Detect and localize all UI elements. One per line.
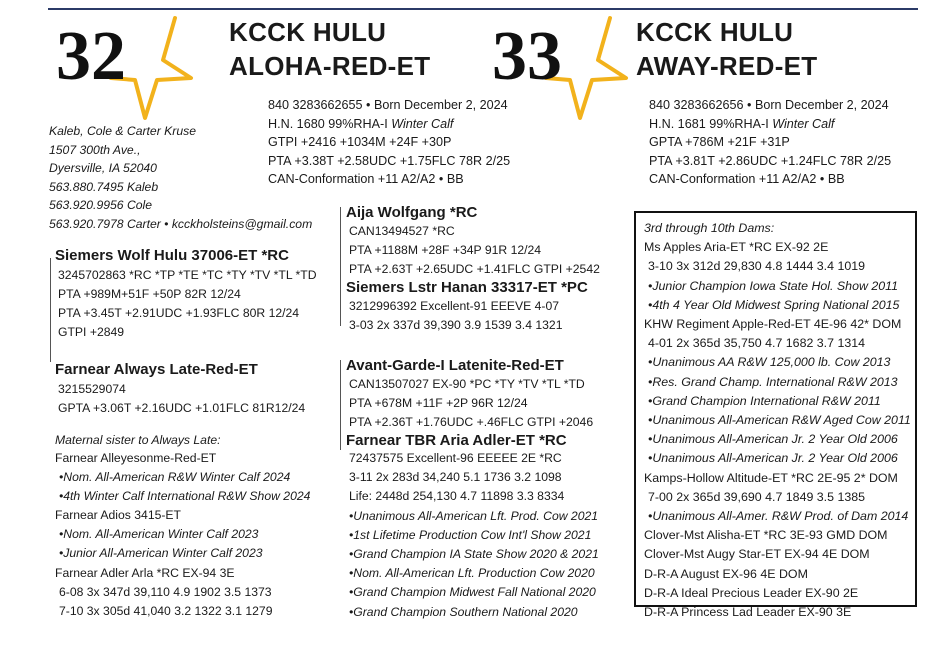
genomic-line: PTA +3.81T +2.86UDC +1.24FLC 78R 2/25 bbox=[649, 153, 892, 168]
dam2-details: 3212996392 Excellent-91 EEEVE 4-07 3-03 2x 337d 39,390 3.9 1539 3.4 1321 bbox=[349, 299, 563, 332]
animal-name-line2: AWAY-RED-ET bbox=[636, 51, 818, 81]
hn-line: H.N. 1681 99%RHA-I Winter Calf bbox=[649, 116, 835, 131]
genomic-line: GTPI +2416 +1034M +24F +30P bbox=[268, 135, 452, 150]
hn-line: H.N. 1680 99%RHA-I Winter Calf bbox=[268, 116, 454, 131]
genomic-line: CAN-Conformation +11 A2/A2 • BB bbox=[649, 172, 845, 187]
maternal-line: Farnear Adler Arla *RC EX-94 3E bbox=[55, 565, 235, 580]
consignor-line: Kaleb, Cole & Carter Kruse bbox=[49, 124, 196, 138]
dams-box-content: 3rd through 10th Dams: Ms Apples Aria-ET *RC EX-92 2E 3-10 3x 312d 29,830 4.8 1444 3.4 1019 •Junior Champion Iowa State Hol. Show 2011 •4th 4 Year Old Midwest Spring National 2015 KHW Regiment Apple-Red-ET 4E-96 42* DOM 4-01 2x 365d 35,750 4.7 1682 3.7 1314 •Unanimous AA R&W 125,000 lb. Cow 2013 •Res. Grand Champ. International R&W 2013 •Grand Champion International R&W 2011 •Unanimous All-American R&W Aged Cow 2011 •Unanimous All-American Jr. 2 Year Old 2006 •Unanimous All-American Jr. 2 Year Old 2006 Kamps-Hollow Altitude-ET *RC 2E-95 2* DOM 7-00 2x 365d 39,690 4.7 1849 3.5 1385 •Unanimous All-Amer. R&W Prod. of Dam 2014 Clover-Mst Alisha-ET *RC 3E-93 GMD DOM Clover-Mst Augy Star-ET EX-94 4E DOM D-R-A August EX-96 4E DOM D-R-A Ideal Precious Leader EX-90 2E D-R-A Princess Lad Leader EX-90 3E bbox=[644, 221, 911, 620]
id-line: 840 3283662656 • Born December 2, 2024 bbox=[649, 98, 889, 112]
lot-number: 32 bbox=[56, 18, 126, 95]
pedigree-bracket bbox=[340, 360, 341, 450]
genomic-block bbox=[649, 96, 891, 189]
maternal-line: Farnear Alleyesonme-Red-ET bbox=[55, 451, 217, 465]
consignor-line: 563.920.9956 Cole bbox=[49, 198, 153, 213]
animal-name-line2: ALOHA-RED-ET bbox=[229, 51, 431, 81]
sire-details: CAN13507027 EX-90 *PC *TY *TV *TL *TD PTA +678M +11F +2P 96R 12/24 PTA +2.36T +1.76UDC +.46FLC GTPI +2046 bbox=[349, 377, 594, 429]
genomic-block bbox=[268, 96, 510, 189]
maternal-line: •Junior All-American Winter Calf 2023 bbox=[59, 546, 263, 561]
consignor-line: 563.920.7978 Carter • kcckholsteins@gmail.com bbox=[49, 216, 313, 231]
top-rule bbox=[48, 8, 918, 10]
consignor-line: 1507 300th Ave., bbox=[49, 142, 141, 157]
sire-details: 3245702863 *RC *TP *TE *TC *TY *TV *TL *TD PTA +989M+51F +50P 82R 12/24 PTA +3.45T +2.91UDC +1.93FLC 80R 12/24 GTPI +2849 bbox=[58, 268, 317, 339]
pedigree-bracket bbox=[50, 258, 51, 362]
genomic-line: GPTA +786M +21F +31P bbox=[649, 135, 790, 150]
maternal-line: Farnear Adios 3415-ET bbox=[55, 508, 182, 523]
maternal-line: •Nom. All-American R&W Winter Calf 2024 bbox=[59, 470, 291, 485]
dams-box bbox=[634, 211, 917, 620]
dam2-name: Siemers Lstr Hanan 33317-ET *PC bbox=[346, 279, 588, 296]
consignor-line: 563.880.7495 Kaleb bbox=[49, 179, 159, 194]
lot-number: 33 bbox=[492, 18, 562, 95]
dam-name: Farnear Always Late-Red-ET bbox=[55, 361, 258, 378]
dam-name: Farnear TBR Aria Adler-ET *RC bbox=[346, 432, 567, 449]
maternal-list bbox=[55, 449, 310, 621]
maternal-line: 7-10 3x 305d 41,040 3.2 1322 3.1 1279 bbox=[59, 603, 273, 618]
maternal-heading: Maternal sister to Always Late: bbox=[55, 433, 221, 447]
pedigree-bracket bbox=[340, 207, 341, 326]
id-line: 840 3283662655 • Born December 2, 2024 bbox=[268, 98, 508, 112]
sire2-details: CAN13494527 *RC PTA +1188M +28F +34P 91R 12/24 PTA +2.63T +2.65UDC +1.41FLC GTPI +2542 bbox=[349, 224, 600, 276]
sire2-name: Aija Wolfgang *RC bbox=[346, 204, 478, 221]
genomic-line: CAN-Conformation +11 A2/A2 • BB bbox=[268, 172, 464, 187]
genomic-line: PTA +3.38T +2.58UDC +1.75FLC 78R 2/25 bbox=[268, 153, 511, 168]
animal-name-line1: KCCK HULU bbox=[636, 17, 794, 47]
animal-name-line1: KCCK HULU bbox=[229, 17, 387, 47]
sire-name: Avant-Garde-I Latenite-Red-ET bbox=[346, 357, 564, 374]
maternal-line: •4th Winter Calf International R&W Show 2024 bbox=[59, 489, 311, 504]
consignor-line: Dyersville, IA 52040 bbox=[49, 161, 157, 176]
sire-name: Siemers Wolf Hulu 37006-ET *RC bbox=[55, 247, 289, 264]
dams-box-heading: 3rd through 10th Dams: bbox=[644, 221, 775, 235]
maternal-line: •Nom. All-American Winter Calf 2023 bbox=[59, 527, 259, 542]
maternal-line: 6-08 3x 347d 39,110 4.9 1902 3.5 1373 bbox=[59, 584, 272, 599]
dam-details: 3215529074 GPTA +3.06T +2.16UDC +1.01FLC 81R12/24 bbox=[58, 382, 306, 415]
dam-details: 72437575 Excellent-96 EEEEE 2E *RC 3-11 2x 283d 34,240 5.1 1736 3.2 1098 Life: 2448d 254,130 4.7 11898 3.3 8334 •Unanimous All-American Lft. Prod. Cow 2021 •1st Lifetime Production Cow Int'l Show 2021 •Grand Champion IA State Show 2020 & 2021 •Nom. All-American Lft. Production Cow 2020 •Grand Champion Midwest Fall National 2020 •Grand Champion Southern National 2020 bbox=[349, 451, 599, 619]
